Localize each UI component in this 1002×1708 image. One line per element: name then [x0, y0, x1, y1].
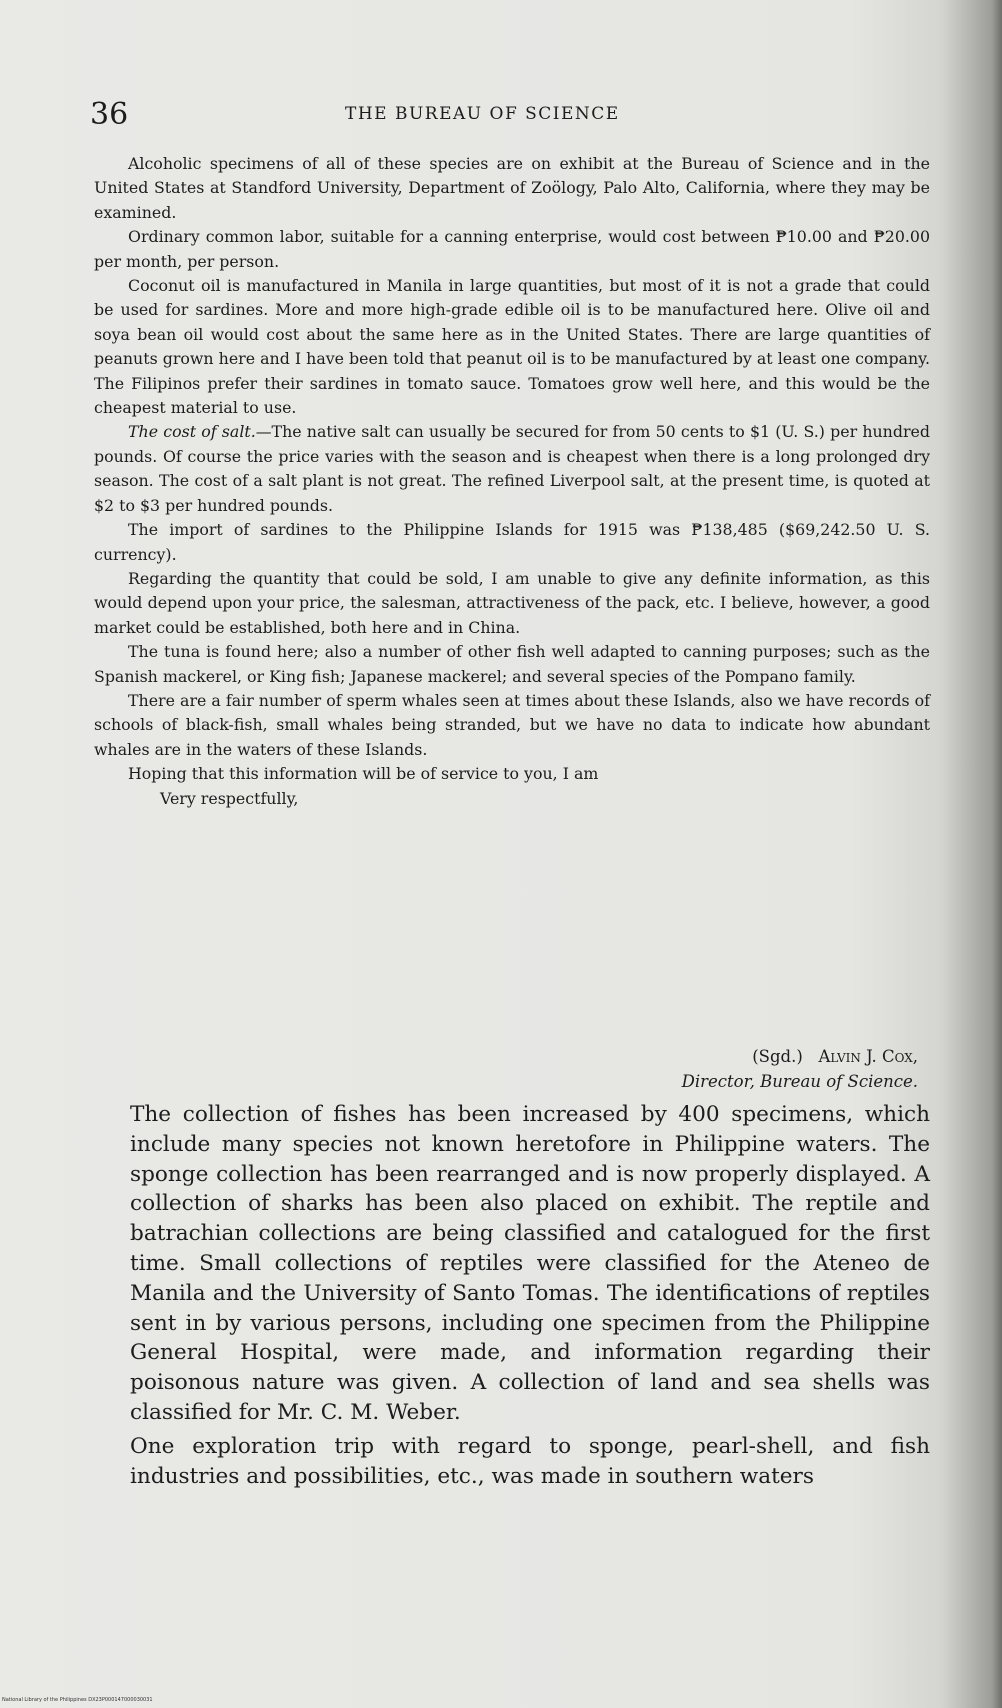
page-number: 36	[90, 97, 129, 132]
letter-paragraph: Regarding the quantity that could be sold, I am unable to give any definite information, as this would depend upon your price, the salesman, attractiveness of the pack, etc. I believe, however, a good market could be established, both here and in China.	[94, 568, 930, 637]
letter-paragraph: The tuna is found here; also a number of other fish well adapted to canning purposes; such as the Spanish mackerel, or King fish; Japanese mackerel; and several species of the Pompano family.	[94, 642, 930, 686]
signature-title: Director, Bureau of Science.	[681, 1072, 918, 1091]
page-header	[90, 98, 930, 138]
closing-line: Hoping that this information will be of service to you, I am	[128, 764, 599, 784]
scan-footer: National Library of the Philippines DX23P000147000030031	[2, 1697, 153, 1703]
quoted-letter	[94, 152, 930, 811]
running-head: THE BUREAU OF SCIENCE	[345, 104, 620, 124]
signature-prefix: (Sgd.)	[752, 1047, 803, 1066]
salt-heading: The cost of salt.	[128, 422, 256, 442]
signature-name: Alvin J. Cox,	[818, 1047, 918, 1066]
letter-paragraph: Ordinary common labor, suitable for a canning enterprise, would cost between ₱10.00 and ₱20.00 per month, per person.	[94, 227, 930, 271]
body-text	[130, 1100, 930, 1491]
letter-paragraph: The import of sardines to the Philippine Islands for 1915 was ₱138,485 ($69,242.50 U. S. currency).	[94, 520, 930, 564]
body-paragraph: The collection of fishes has been increased by 400 specimens, which include many species not known heretofore in Philippine waters. The sponge collection has been rearranged and is now properly displayed. A collection of sharks has been also placed on exhibit. The reptile and batrachian collections are being classified and catalogued for the first time. Small collections of reptiles were classified for the Ateneo de Manila and the University of Santo Tomas. The identifications of reptiles sent in by various persons, including one specimen from the Philippine General Hospital, were made, and information regarding their poisonous nature was given. A collection of land and sea shells was classified for Mr. C. M. Weber.	[130, 1102, 930, 1425]
closing-salutation: Very respectfully,	[160, 788, 299, 808]
signature-block	[94, 1044, 930, 1094]
salt-text: —The native salt can usually be secured for from 50 cents to $1 (U. S.) per hundred pounds. Of course the price varies with the season and is cheapest when there is a long prolonged dry season. The cost of a salt plant is not great. The refined Liverpool salt, at the present time, is quoted at $2 to $3 per hundred pounds.	[94, 422, 930, 515]
letter-paragraph: Coconut oil is manufactured in Manila in large quantities, but most of it is not a grade that could be used for sardines. More and more high-grade edible oil is to be manufactured here. Olive oil and soya bean oil would cost about the same here as in the United States. There are large quantities of peanuts grown here and I have been told that peanut oil is to be manufactured by at least one company. The Filipinos prefer their sardines in tomato sauce. Tomatoes grow well here, and this would be the cheapest material to use.	[94, 276, 930, 418]
letter-paragraph-salt	[94, 420, 930, 518]
letter-paragraph: There are a fair number of sperm whales seen at times about these Islands, also we have records of schools of black-fish, small whales being stranded, but we have no data to indicate how abundant whales are in the waters of these Islands.	[94, 690, 930, 759]
body-paragraph: One exploration trip with regard to sponge, pearl-shell, and fish industries and possibilities, etc., was made in southern waters	[130, 1433, 930, 1489]
signature-line	[94, 1044, 930, 1069]
letter-paragraph: Alcoholic specimens of all of these species are on exhibit at the Bureau of Science and in the United States at Standford University, Department of Zoölogy, Palo Alto, California, where they may be examined.	[94, 154, 930, 222]
